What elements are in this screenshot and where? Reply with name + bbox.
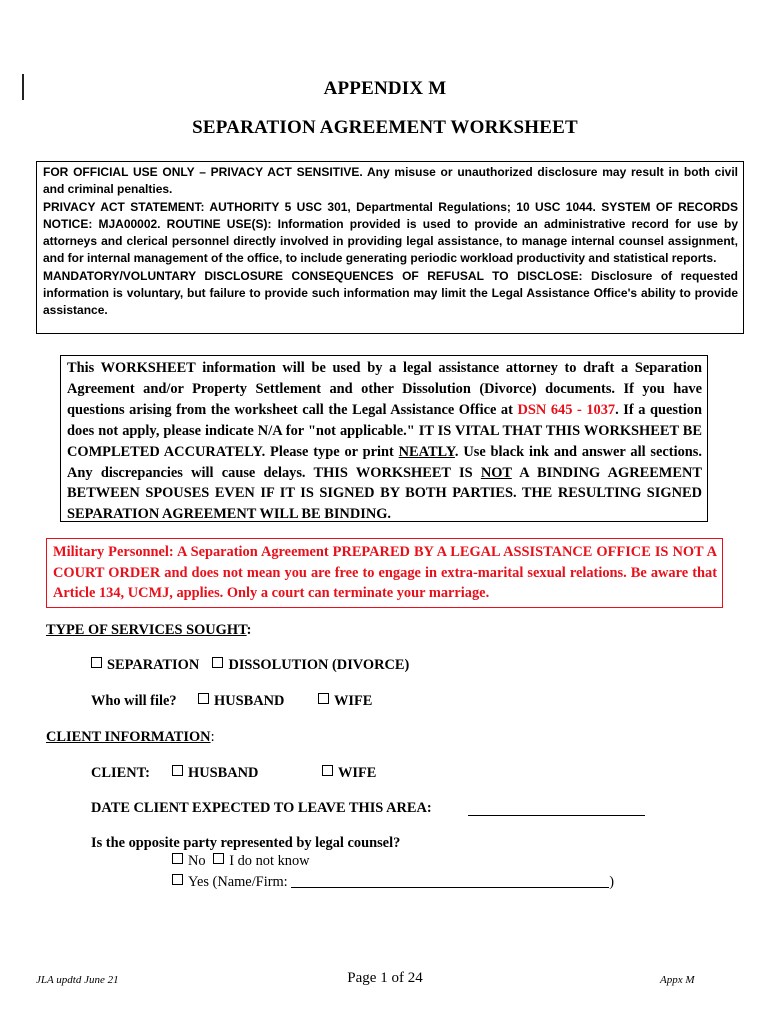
separation-label: SEPARATION — [107, 657, 200, 673]
worksheet-text-3: . Use black ink and answer all sections. Any discrepancies will cause delays. THIS WORKSHEET IS — [67, 443, 702, 481]
who-will-file-label: Who will file? — [91, 693, 177, 709]
phone-number: DSN 645 - 1037 — [517, 401, 616, 418]
services-heading-line — [46, 622, 251, 639]
leave-date-label: DATE CLIENT EXPECTED TO LEAVE THIS AREA: — [91, 800, 432, 816]
worksheet-text-1: This WORKSHEET information will be used by a legal assistance attorney to draft a Separation Agreement and/or Property Settlement and other Dissolution (Divorce) documents. If you have questions arising from the worksheet call the Legal Assistance Office at — [67, 360, 702, 418]
file-husband-checkbox[interactable] — [198, 693, 209, 704]
counsel-dont-know-checkbox[interactable] — [213, 853, 224, 864]
counsel-question-row — [91, 835, 400, 852]
privacy-disclosure: MANDATORY/VOLUNTARY DISCLOSURE CONSEQUENCES OF REFUSAL TO DISCLOSE: Disclosure of requested information is voluntary, but failure to provide such information may limit the Legal Assistance Office's ability to provide assistance. — [43, 268, 738, 318]
service-type-row — [91, 657, 409, 674]
client-heading-line — [46, 729, 215, 746]
leave-date-field[interactable] — [468, 801, 645, 816]
privacy-fouo: FOR OFFICIAL USE ONLY – PRIVACY ACT SENSITIVE. Any misuse or unauthorized disclosure may result in both civil and criminal penalties. — [43, 165, 738, 197]
counsel-no-checkbox[interactable] — [172, 853, 183, 864]
client-wife-checkbox[interactable] — [322, 765, 333, 776]
client-husband-label: HUSBAND — [188, 765, 259, 781]
who-will-file-row — [91, 693, 177, 710]
client-label: CLIENT: — [91, 765, 150, 781]
file-husband-label: HUSBAND — [214, 693, 285, 709]
leave-date-row — [91, 800, 432, 817]
client-husband-option — [172, 765, 258, 782]
counsel-no-row — [172, 853, 310, 870]
privacy-notice — [36, 161, 744, 334]
services-heading: TYPE OF SERVICES SOUGHT — [46, 622, 247, 638]
page-subtitle: SEPARATION AGREEMENT WORKSHEET — [192, 117, 578, 138]
file-wife-option — [318, 693, 372, 710]
counsel-dont-know-label: I do not know — [229, 853, 310, 869]
footer-updated: JLA updtd June 21 — [36, 974, 119, 986]
counsel-yes-checkbox[interactable] — [172, 874, 183, 885]
privacy-statement: PRIVACY ACT STATEMENT: AUTHORITY 5 USC 301, Departmental Regulations; 10 USC 1044. SYSTEM OF RECORDS NOTICE: MJA00002. ROUTINE USE(S): Information provided is used to provide an administrative record for use by attorneys and clerical personnel directly involved in providing legal assistance, to manage internal counsel assignment, and for internal management of the office, to include generating periodic workload productivity and statistical reports. — [43, 199, 738, 266]
worksheet-text-2: . If a question does not apply, please indicate N/A for "not applicable." IT IS VITAL THAT THIS WORKSHEET BE COMPLETED ACCURATELY. Please type or print — [67, 401, 702, 460]
file-wife-label: WIFE — [334, 693, 373, 709]
worksheet-instructions — [60, 355, 708, 522]
dissolution-label: DISSOLUTION (DIVORCE) — [228, 657, 410, 673]
client-heading: CLIENT INFORMATION — [46, 729, 211, 745]
page-number: Page 1 of 24 — [347, 970, 423, 986]
military-warning: Military Personnel: A Separation Agreement PREPARED BY A LEGAL ASSISTANCE OFFICE IS NOT A COURT ORDER and does not mean you are free to engage in extra-marital sexual relations. Be aware that Article 134, UCMJ, applies. Only a court can terminate your marriage. — [46, 538, 723, 608]
dissolution-checkbox[interactable] — [212, 657, 223, 668]
client-wife-label: WIFE — [338, 765, 377, 781]
file-husband-option — [198, 693, 284, 710]
worksheet-text-4: A BINDING AGREEMENT BETWEEN SPOUSES EVEN IF IT IS SIGNED BY BOTH PARTIES. THE RESULTING SIGNED SEPARATION AGREEMENT WILL BE BINDING. — [67, 464, 702, 523]
client-husband-checkbox[interactable] — [172, 765, 183, 776]
counsel-yes-label: Yes (Name/Firm: — [188, 874, 288, 890]
client-heading-colon: : — [210, 729, 215, 745]
counsel-name-firm-field[interactable] — [291, 873, 609, 888]
client-row — [91, 765, 150, 782]
file-wife-checkbox[interactable] — [318, 693, 329, 704]
neatly-emphasis: NEATLY — [398, 443, 455, 460]
services-heading-colon: : — [246, 622, 252, 638]
footer-appendix: Appx M — [660, 974, 695, 986]
counsel-question: Is the opposite party represented by legal counsel? — [91, 835, 401, 851]
counsel-yes-row — [172, 873, 614, 891]
counsel-yes-close: ) — [609, 874, 615, 890]
separation-checkbox[interactable] — [91, 657, 102, 668]
counsel-no-label: No — [188, 853, 206, 869]
page-title: APPENDIX M — [323, 78, 447, 99]
client-wife-option — [322, 765, 376, 782]
not-emphasis: NOT — [480, 464, 512, 481]
